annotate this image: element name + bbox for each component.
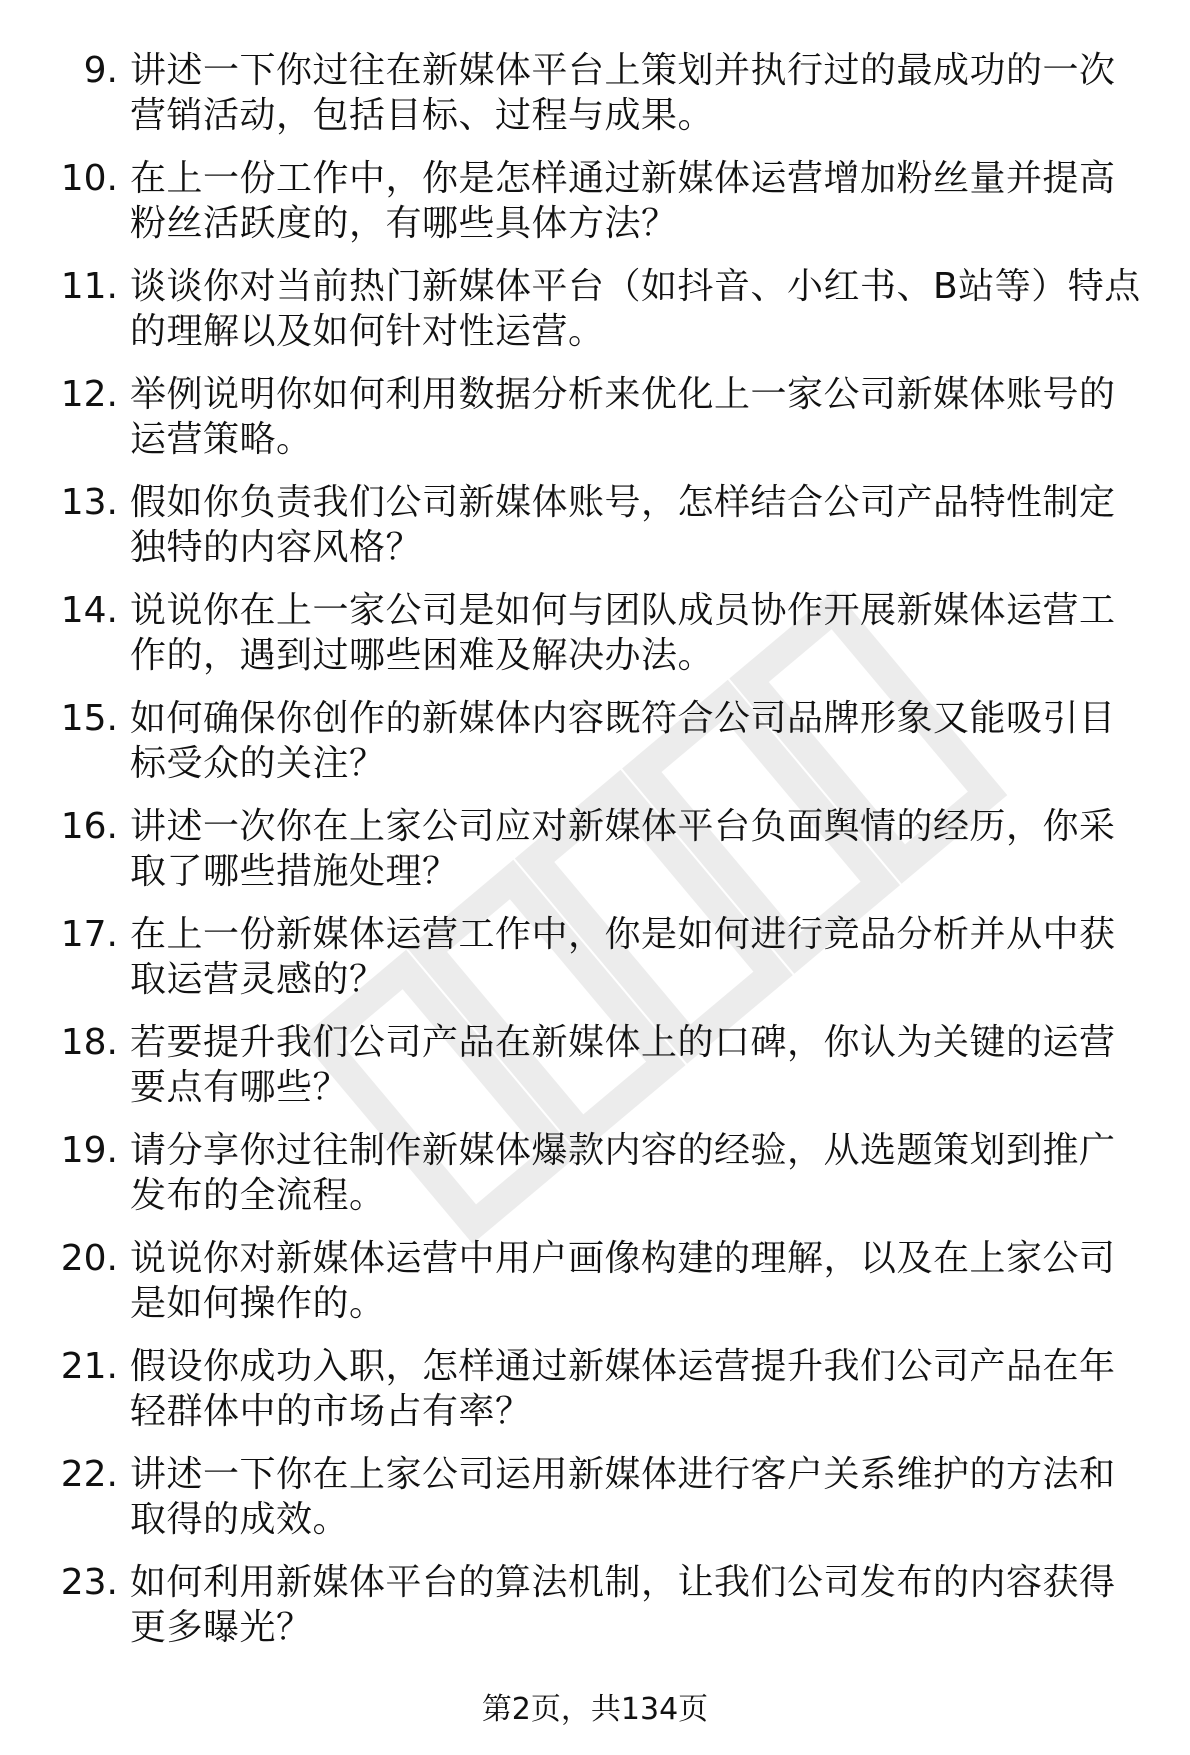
question-text: 讲述一次你在上家公司应对新媒体平台负面舆情的经历，你采取了哪些措施处理？	[130, 806, 1116, 892]
list-item	[60, 1452, 1150, 1542]
question-number: 13.	[60, 482, 118, 523]
list-item	[60, 1236, 1150, 1326]
question-number: 14.	[60, 590, 118, 631]
question-list	[60, 48, 1150, 1668]
list-item	[60, 156, 1150, 246]
list-item	[60, 804, 1150, 894]
question-text: 说说你在上一家公司是如何与团队成员协作开展新媒体运营工作的，遇到过哪些困难及解决办法。	[130, 590, 1116, 676]
question-text: 若要提升我们公司产品在新媒体上的口碑，你认为关键的运营要点有哪些？	[130, 1022, 1116, 1108]
question-number: 21.	[60, 1346, 118, 1387]
question-number: 23.	[60, 1562, 118, 1603]
question-text: 在上一份新媒体运营工作中，你是如何进行竞品分析并从中获取运营灵感的？	[130, 914, 1116, 1000]
list-item	[60, 696, 1150, 786]
list-item	[60, 1020, 1150, 1110]
question-text: 假设你成功入职，怎样通过新媒体运营提升我们公司产品在年轻群体中的市场占有率？	[130, 1346, 1116, 1432]
list-item	[60, 48, 1150, 138]
question-number: 18.	[60, 1022, 118, 1063]
list-item	[60, 1560, 1150, 1650]
question-number: 16.	[60, 806, 118, 847]
list-item	[60, 480, 1150, 570]
question-number: 20.	[60, 1238, 118, 1279]
question-number: 10.	[60, 158, 118, 199]
question-number: 11.	[60, 266, 118, 307]
question-text: 举例说明你如何利用数据分析来优化上一家公司新媒体账号的运营策略。	[130, 374, 1116, 460]
page-footer: 第2页，共134页	[481, 1692, 709, 1727]
question-number: 17.	[60, 914, 118, 955]
question-text: 假如你负责我们公司新媒体账号，怎样结合公司产品特性制定独特的内容风格？	[130, 482, 1116, 568]
list-item	[60, 264, 1150, 354]
question-text: 谈谈你对当前热门新媒体平台（如抖音、小红书、B站等）特点的理解以及如何针对性运营。	[130, 266, 1141, 352]
question-number: 15.	[60, 698, 118, 739]
question-number: 19.	[60, 1130, 118, 1171]
list-item	[60, 588, 1150, 678]
question-text: 在上一份工作中，你是怎样通过新媒体运营增加粉丝量并提高粉丝活跃度的，有哪些具体方法？	[130, 158, 1116, 244]
list-item	[60, 912, 1150, 1002]
question-text: 讲述一下你在上家公司运用新媒体进行客户关系维护的方法和取得的成效。	[130, 1454, 1116, 1540]
question-number: 22.	[60, 1454, 118, 1495]
question-text: 说说你对新媒体运营中用户画像构建的理解，以及在上家公司是如何操作的。	[130, 1238, 1116, 1324]
question-number: 9.	[83, 50, 118, 91]
question-text: 如何利用新媒体平台的算法机制，让我们公司发布的内容获得更多曝光？	[130, 1562, 1116, 1648]
list-item	[60, 1344, 1150, 1434]
question-text: 如何确保你创作的新媒体内容既符合公司品牌形象又能吸引目标受众的关注？	[130, 698, 1116, 784]
question-text: 请分享你过往制作新媒体爆款内容的经验，从选题策划到推广发布的全流程。	[130, 1130, 1116, 1216]
list-item	[60, 372, 1150, 462]
question-text: 讲述一下你过往在新媒体平台上策划并执行过的最成功的一次营销活动，包括目标、过程与成果。	[130, 50, 1116, 136]
question-number: 12.	[60, 374, 118, 415]
list-item	[60, 1128, 1150, 1218]
